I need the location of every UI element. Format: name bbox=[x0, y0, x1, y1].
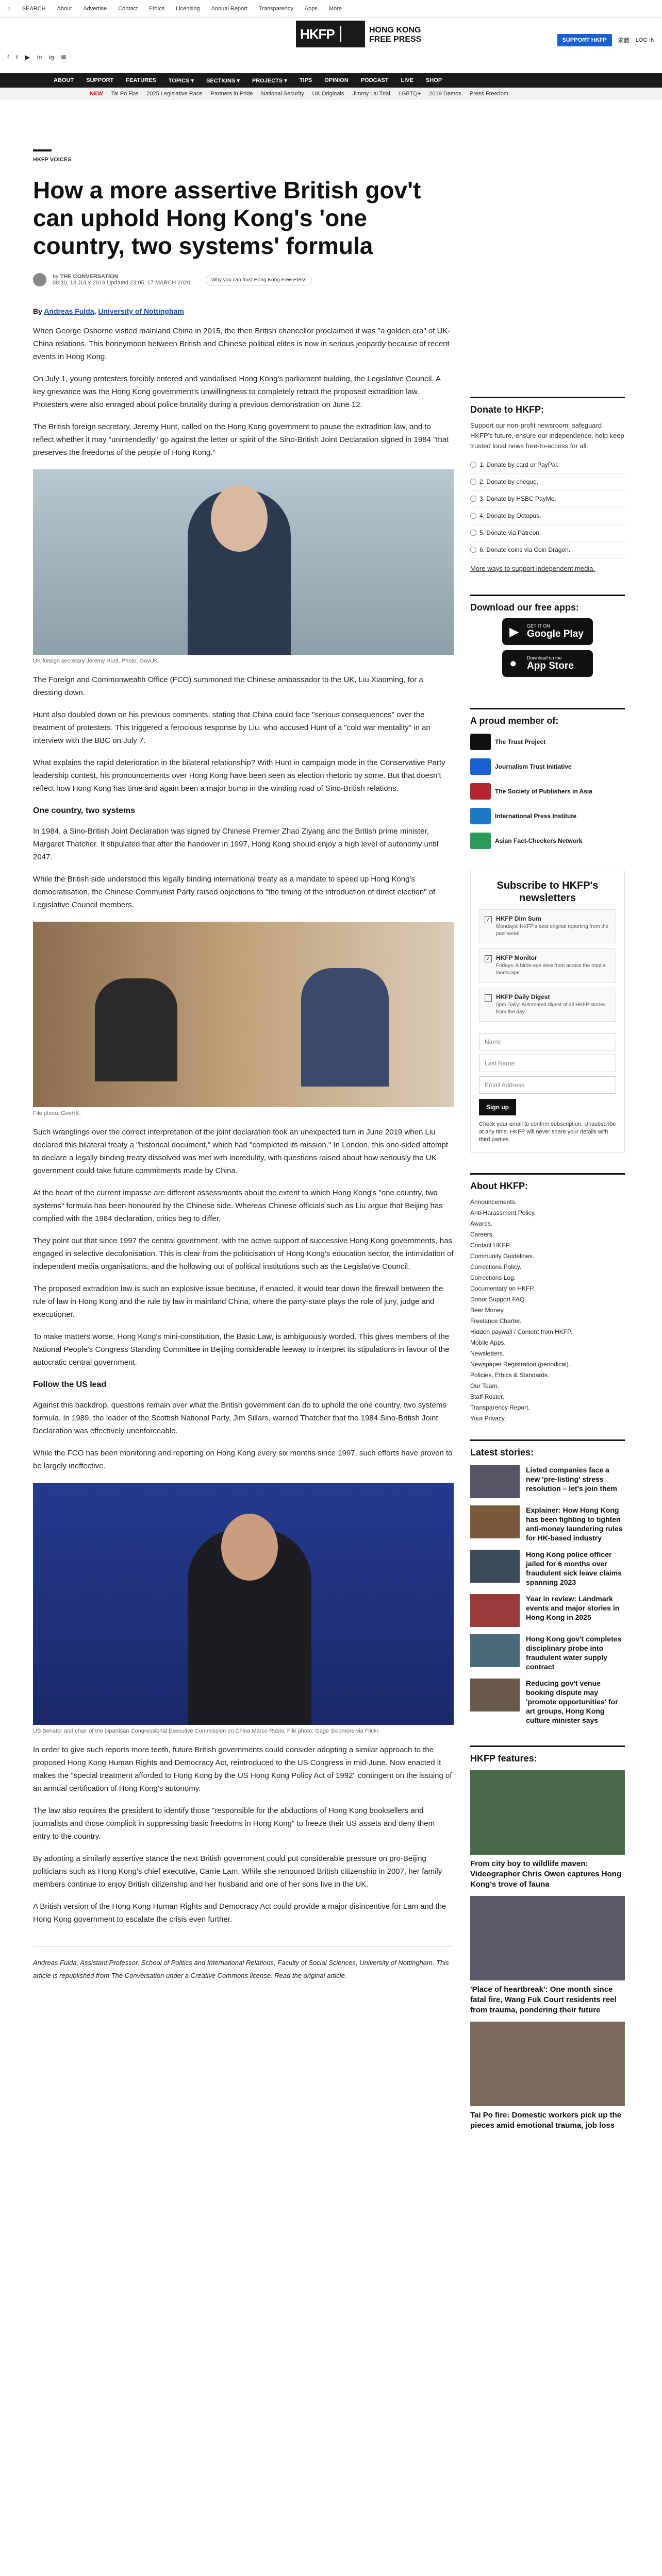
utility-link[interactable]: More bbox=[328, 5, 342, 12]
about-link[interactable]: Contact HKFP. bbox=[470, 1242, 511, 1249]
donate-heading: Donate to HKFP: bbox=[470, 397, 625, 415]
photo-caption: File photo: GovHK. bbox=[33, 1110, 81, 1116]
newsletter-note: Check your email to confirm subscription. Unsubscribe at any time. HKFP will never share your details with third parties. bbox=[479, 1121, 616, 1143]
sidebar bbox=[470, 397, 625, 2131]
paragraph: On July 1, young protesters forcibly entered and vandalised Hong Kong's parliament building, the Legislative Council. A key grievance was the Hong Kong government's unwillingness to completely retract the proposed extradition law. Protesters were also enraged about police brutality during a previous demonstration on June 12. bbox=[33, 375, 441, 409]
member-name: The Society of Publishers in Asia bbox=[495, 788, 592, 795]
nav-item[interactable]: ABOUT bbox=[54, 77, 74, 83]
article-meta bbox=[33, 273, 454, 286]
nav-item[interactable]: PROJECTS ▾ bbox=[252, 77, 287, 84]
paragraph: While the FCO has been monitoring and reporting on Hong Kong every six months since 1997, such efforts have proven to be largely ineffective. bbox=[33, 1449, 453, 1470]
paragraph: They point out that since 1997 the central government, with the active support of successive Hong Kong governments, has engaged in selective decolonisation. This is clear from the politicisation of Hong Kong's education sector, the intimidation of independent media organisations, and the hollowing out of political institutions such as the Legislative Council. bbox=[33, 1236, 454, 1271]
badge-small: Download on the bbox=[527, 655, 562, 660]
about-link[interactable]: Staff Roster. bbox=[470, 1393, 504, 1400]
signup-button[interactable]: Sign up bbox=[479, 1099, 516, 1115]
about-link[interactable]: Documentary on HKFP. bbox=[470, 1285, 535, 1292]
donate-option[interactable] bbox=[470, 524, 625, 541]
nav-item[interactable]: TIPS bbox=[299, 77, 312, 83]
member-logo[interactable] bbox=[470, 782, 625, 801]
feature-story[interactable] bbox=[470, 1896, 625, 2015]
language-toggle[interactable]: 繁體 bbox=[618, 38, 630, 44]
story-title: Hong Kong police officer jailed for 6 months over fraudulent sick leave claims spanning 2023 bbox=[526, 1550, 622, 1586]
utility-link[interactable]: Licensing bbox=[176, 5, 200, 12]
feature-story[interactable] bbox=[470, 2022, 625, 2131]
utility-link[interactable]: Transparency bbox=[258, 5, 293, 12]
topic-tag[interactable]: Partners in Pride bbox=[210, 91, 253, 97]
feature-title: Tai Po fire: Domestic workers pick up the pieces amid emotional trauma, job loss bbox=[470, 2111, 622, 2130]
story-thumb bbox=[470, 1634, 520, 1667]
member-name: International Press Institute bbox=[495, 812, 577, 820]
member-logo[interactable] bbox=[470, 733, 625, 751]
latest-story[interactable] bbox=[470, 1634, 625, 1671]
paragraph: By adopting a similarly assertive stance the next British government could put considerable pressure on pro-Beijing politicians such as Hong Kong's chief executive, Carrie Lam. While she renounced British citizenship in 2007, her family members continue to enjoy British citizenship and her husband and one of her sons live in the UK. bbox=[33, 1854, 442, 1889]
photo-caption: UK foreign secretary Jeremy Hunt. Photo: GovUK. bbox=[33, 658, 160, 664]
photo-figure bbox=[95, 978, 177, 1081]
feature-story[interactable] bbox=[470, 1770, 625, 1890]
features-heading: HKFP features: bbox=[470, 1745, 625, 1764]
member-logo[interactable] bbox=[470, 757, 625, 776]
newsletter-title: HKFP Monitor bbox=[496, 954, 537, 961]
newsletter-option[interactable] bbox=[479, 988, 616, 1022]
paragraph: When George Osborne visited mainland China in 2015, the then British chancellor proclaimed it was "a golden era" of UK-China relations. This honeymoon between British and Chinese political elites is now in serious jeopardy because of recent events in Hong Kong. bbox=[33, 327, 451, 361]
about-link[interactable]: Anti-Harassment Policy. bbox=[470, 1209, 536, 1216]
photo-figure bbox=[301, 968, 389, 1087]
utility-link[interactable]: Ethics bbox=[149, 5, 165, 12]
publish-dates: 08:30, 14 JULY 2019 Updated 23:05, 17 MARCH 2020 bbox=[53, 280, 190, 286]
member-name: Journalism Trust Initiative bbox=[495, 763, 572, 770]
about-link[interactable]: Transparency Report. bbox=[470, 1404, 530, 1411]
newsletter-desc: Fridays: A birds-eye view from across the media landscape. bbox=[496, 963, 606, 976]
paragraph: Such wranglings over the correct interpretation of the joint declaration took an unexpected turn in June 2019 when Liu declared this bilateral treaty a "historical document," which had "completed its mission." In London, this one-sided attempt to declare a legally binding treaty dissolved was met with incredulity, with questions raised about how seriously the UK government could take future commitments made by China. bbox=[33, 1128, 449, 1175]
photo-face bbox=[211, 485, 268, 552]
paragraph: The proposed extradition law is such an explosive issue because, if enacted, it would tear down the firewall between the rule of law in Hong Kong and the rule by law in mainland China, where the party-state plays the role of jury, judge and executioner. bbox=[33, 1284, 443, 1319]
ipi-icon bbox=[470, 808, 491, 824]
logo-line: HONG KONG bbox=[369, 26, 421, 35]
paragraph: Hunt also doubled down on his previous comments, stating that China could face "serious consequences" over the treatment of protesters. This triggered a ferocious response by Liu, who accused Hunt of a "cold war mentality" in an interview with the BBC on July 7. bbox=[33, 710, 431, 745]
feature-image bbox=[470, 1896, 625, 1980]
utility-bar bbox=[0, 0, 662, 18]
badge-big: Google Play bbox=[527, 629, 584, 639]
radio-icon bbox=[470, 462, 476, 468]
facebook-icon[interactable]: f bbox=[7, 54, 9, 61]
checkbox-checked-icon[interactable]: ✓ bbox=[485, 916, 492, 923]
play-icon: ▶ bbox=[509, 625, 519, 639]
radio-icon bbox=[470, 479, 476, 485]
radio-icon bbox=[470, 496, 476, 502]
paragraph: In order to give such reports more teeth, future British governments could consider adopting a similar approach to the proposed Hong Kong Human Rights and Democracy Act, reintroduced to the US Congress in mid-June. Now enacted it makes the "special treatment afforded to Hong Kong by the US Hong Kong Policy Act of 1992" contingent on the issuing of an annual certification of Hong Kong's autonomy. bbox=[33, 1745, 452, 1793]
topic-tag[interactable]: UK Originals bbox=[312, 91, 344, 97]
about-link[interactable]: Awards. bbox=[470, 1220, 493, 1227]
donate-option-label: 5. Donate via Patreon. bbox=[479, 529, 541, 536]
donate-option[interactable] bbox=[470, 507, 625, 524]
topic-tag[interactable]: Jimmy Lai Trial bbox=[352, 91, 390, 97]
paragraph: In 1984, a Sino-British Joint Declaration was signed by Chinese Premier Zhao Ziyang and the British prime minister, Margaret Thatcher. It stipulated that after the handover in 1997, Hong Kong should enjoy a high level of autonomy until 2047. bbox=[33, 827, 439, 861]
members-heading: A proud member of: bbox=[470, 708, 625, 726]
topic-tag[interactable]: 2025 Legislative Race bbox=[146, 91, 203, 97]
name-field[interactable]: Name bbox=[479, 1033, 616, 1050]
about-link[interactable]: Hidden paywall / Content from HKFP. bbox=[470, 1328, 572, 1335]
newsletter-desc: Mondays: HKFP's best original reporting from the past week. bbox=[496, 924, 609, 937]
logo-wordmark bbox=[369, 26, 421, 44]
member-name: The Trust Project bbox=[495, 738, 546, 745]
latest-heading: Latest stories: bbox=[470, 1439, 625, 1458]
support-hkfp-button[interactable]: SUPPORT HKFP bbox=[557, 34, 612, 46]
new-badge: NEW bbox=[90, 91, 103, 97]
checkbox-checked-icon[interactable]: ✓ bbox=[485, 955, 492, 962]
utility-link[interactable]: Apps bbox=[304, 5, 318, 12]
photo-face bbox=[221, 1514, 278, 1581]
nav-item[interactable]: TOPICS ▾ bbox=[168, 77, 194, 84]
instagram-icon[interactable]: ig bbox=[49, 54, 54, 61]
newsletter-box bbox=[470, 871, 625, 1153]
about-link[interactable]: Announcements. bbox=[470, 1198, 517, 1206]
login-link[interactable]: LOG IN bbox=[635, 37, 655, 43]
utility-link[interactable]: Contact bbox=[118, 5, 138, 12]
email-field[interactable]: Email Address bbox=[479, 1076, 616, 1094]
paragraph: What explains the rapid deterioration in the bilateral relationship? With Hunt in campaign mode in the Conservative Party leadership contest, his pronouncements over Hong Kong have been seen as election rhetoric by some. But that doesn't reflect how Hong Kong has time and again been a major bump in the winding road of Sino-British relations. bbox=[33, 758, 445, 793]
fact-check-icon bbox=[470, 833, 491, 849]
article-photo bbox=[33, 922, 454, 1107]
utility-link[interactable]: Advertise bbox=[83, 5, 107, 12]
apple-icon: ● bbox=[509, 656, 517, 670]
about-link[interactable]: Corrections Log. bbox=[470, 1274, 516, 1281]
paragraph: At the heart of the current impasse are different assessments about the extent to which Hong Kong's "one country, two systems" formula has been honoured by the Chinese side. Whereas Chinese officials such as Liu argue that Beijing has complied with the 1984 declaration, critics beg to differ. bbox=[33, 1189, 443, 1223]
donate-options bbox=[470, 456, 625, 558]
about-link[interactable]: Policies, Ethics & Standards. bbox=[470, 1371, 550, 1379]
about-link[interactable]: Newsletters. bbox=[470, 1350, 505, 1357]
member-logo[interactable] bbox=[470, 807, 625, 825]
about-link[interactable]: Corrections Policy. bbox=[470, 1263, 522, 1270]
utility-link[interactable]: About bbox=[57, 5, 72, 12]
donate-option-label: 4. Donate by Octopus. bbox=[479, 512, 541, 519]
story-title: Hong Kong gov't completes disciplinary probe into fraudulent water supply contract bbox=[526, 1635, 622, 1671]
article bbox=[33, 149, 454, 1982]
topic-tag[interactable]: 2019 Demos bbox=[429, 91, 461, 97]
radio-icon bbox=[470, 513, 476, 519]
badge-small: GET IT ON bbox=[527, 623, 550, 629]
author-link[interactable]: Andreas Fulda bbox=[44, 307, 94, 315]
photo-caption: US Senator and chair of the bipartisan Congressional Executive Commission on China Marco Rubio. File photo: Gage Skidmore via Flickr. bbox=[33, 1728, 380, 1734]
trust-pill[interactable]: Why you can trust Hong Kong Free Press bbox=[206, 275, 312, 285]
about-link[interactable]: Our Team. bbox=[470, 1382, 499, 1389]
utility-link[interactable]: Annual Report bbox=[211, 5, 247, 12]
about-link[interactable]: Careers. bbox=[470, 1231, 494, 1238]
more-ways-link[interactable]: More ways to support independent media. bbox=[470, 565, 595, 572]
sopa-icon bbox=[470, 783, 491, 800]
latest-story[interactable] bbox=[470, 1550, 625, 1587]
by-label: by bbox=[53, 274, 59, 280]
member-logo[interactable] bbox=[470, 832, 625, 850]
jti-icon bbox=[470, 758, 491, 775]
donate-text: Support our non-profit newsroom: safeguard HKFP's future, ensure our independence, help keep trusted local news free-to-access for all. bbox=[470, 421, 624, 450]
badge-big: App Store bbox=[527, 660, 574, 671]
donate-option[interactable] bbox=[470, 541, 625, 558]
header-actions bbox=[557, 34, 655, 46]
article-kicker[interactable]: HKFP VOICES bbox=[33, 149, 52, 163]
paragraph: While the British side understood this legally binding international treaty as a mandate to speed up Hong Kong's democratisation, the Chinese Communist Party raised objections to "the timing of the introduction of direct election" of Legislative Council members. bbox=[33, 875, 436, 909]
republish-note: Andreas Fulda, Assistant Professor, School of Politics and International Relations, Faculty of Social Sciences, University of Nottingham. This article is republished from The Conversation under a Creative Commons license. Read the original article. bbox=[33, 1946, 454, 1982]
nav-item[interactable]: SHOP bbox=[425, 77, 442, 83]
latest-story[interactable] bbox=[470, 1679, 625, 1725]
newsletter-title: HKFP Dim Sum bbox=[496, 915, 541, 922]
search-icon[interactable]: ⌕ bbox=[7, 5, 11, 12]
topic-tag[interactable]: Press Freedom bbox=[469, 91, 508, 97]
paragraph: The law also requires the president to identify those "responsible for the abductions of Hong Kong booksellers and journalists and those complicit in suppressing basic freedoms in Hong Kong" to freeze their US assets and deny them entry to the country. bbox=[33, 1806, 435, 1841]
nav-item[interactable]: SECTIONS ▾ bbox=[206, 77, 240, 84]
story-title: Reducing gov't venue booking dispute may 'promote opportunities' for art groups, Hong Kong culture minister says bbox=[526, 1679, 618, 1724]
nav-item[interactable]: LIVE bbox=[401, 77, 413, 83]
byline-org[interactable]: THE CONVERSATION bbox=[60, 274, 119, 280]
logo-line: FREE PRESS bbox=[369, 35, 422, 44]
donate-option[interactable] bbox=[470, 456, 625, 473]
story-title: Listed companies face a new 'pre-listing' stress resolution – let's join them bbox=[526, 1466, 617, 1493]
paragraph: The Foreign and Commonwealth Office (FCO) summoned the Chinese ambassador to the UK, Liu Xiaoming, for a dressing down. bbox=[33, 675, 423, 697]
avatar bbox=[33, 273, 46, 286]
newsletter-option[interactable] bbox=[479, 948, 616, 982]
donate-option[interactable] bbox=[470, 473, 625, 490]
newsletter-desc: 5pm Daily: Automated digest of all HKFP stories from the day. bbox=[496, 1002, 606, 1015]
feature-title: From city boy to wildlife maven: Videographer Chris Owen captures Hong Kong's trove of fauna bbox=[470, 1859, 622, 1889]
nav-item[interactable]: SUPPORT bbox=[86, 77, 114, 83]
about-link[interactable]: Mobile Apps. bbox=[470, 1339, 506, 1346]
latest-story[interactable] bbox=[470, 1505, 625, 1543]
author-line: By Andreas Fulda, University of Nottingham bbox=[33, 307, 184, 315]
newsletter-title: HKFP Daily Digest bbox=[496, 993, 550, 1001]
latest-story[interactable] bbox=[470, 1465, 625, 1498]
main-nav bbox=[0, 73, 662, 88]
app-store-badge[interactable] bbox=[502, 650, 593, 677]
author-org-link[interactable]: University of Nottingham bbox=[98, 307, 184, 315]
about-link[interactable]: Freelance Charter. bbox=[470, 1317, 522, 1325]
article-title: How a more assertive British gov't can uphold Hong Kong's 'one country, two systems' formula bbox=[33, 177, 421, 259]
donate-option-label: 6. Donate coins via Coin Dragon. bbox=[479, 546, 571, 553]
google-play-badge[interactable] bbox=[502, 618, 593, 645]
nav-item[interactable]: OPINION bbox=[324, 77, 349, 83]
topic-tag[interactable]: Tai Po Fire bbox=[111, 91, 139, 97]
nav-item[interactable]: FEATURES bbox=[126, 77, 156, 83]
article-photo bbox=[33, 469, 454, 655]
paragraph: The British foreign secretary, Jeremy Hunt, called on the Hong Kong government to pause the extradition law, and to reflect whether it may "unintendedly" go against the letter or spirit of the Sino-British Joint Declaration signed in 1984 "that preserves the freedoms of the people of Hong Kong." bbox=[33, 422, 449, 457]
author-by-label: By bbox=[33, 307, 42, 315]
story-thumb bbox=[470, 1465, 520, 1498]
donate-option-label: 1. Donate by card or PayPal. bbox=[479, 461, 559, 468]
topic-tag[interactable]: LGBTQ+ bbox=[398, 91, 421, 97]
linkedin-icon[interactable]: in bbox=[37, 54, 42, 61]
newsletter-option[interactable] bbox=[479, 909, 616, 943]
apps-heading: Download our free apps: bbox=[470, 595, 625, 613]
feature-image bbox=[470, 1770, 625, 1855]
x-icon[interactable]: t bbox=[16, 54, 18, 61]
mail-icon[interactable]: ✉ bbox=[61, 54, 67, 61]
newsletter-heading: Subscribe to HKFP's newsletters bbox=[496, 880, 599, 904]
story-title: Year in review: Landmark events and major stories in Hong Kong in 2025 bbox=[526, 1595, 620, 1621]
story-thumb bbox=[470, 1550, 520, 1583]
checkbox-icon[interactable] bbox=[485, 994, 492, 1002]
last-name-field[interactable]: Last Name bbox=[479, 1055, 616, 1072]
paragraph: A British version of the Hong Kong Human Rights and Democracy Act could provide a major disincentive for Lam and the Hong Kong government to escalate the crisis even further. bbox=[33, 1902, 446, 1924]
section-heading: One country, two systems bbox=[33, 806, 135, 815]
donate-option[interactable] bbox=[470, 490, 625, 507]
search-link[interactable]: SEARCH bbox=[22, 5, 46, 12]
about-link[interactable]: Donor Support FAQ. bbox=[470, 1296, 526, 1303]
nav-item[interactable]: PODCAST bbox=[360, 77, 389, 83]
youtube-icon[interactable]: ▶ bbox=[25, 54, 30, 61]
logo-mark: HKFP bbox=[296, 26, 341, 42]
donate-option-label: 2. Donate by cheque. bbox=[479, 478, 539, 485]
radio-icon bbox=[470, 547, 476, 553]
section-heading: Follow the US lead bbox=[33, 1380, 107, 1389]
about-link[interactable]: Community Guidelines. bbox=[470, 1252, 535, 1260]
radio-icon bbox=[470, 530, 476, 536]
story-title: Explainer: How Hong Kong has been fighting to tighten anti-money laundering rules for HK-based industry bbox=[526, 1506, 623, 1542]
feature-image bbox=[470, 2022, 625, 2106]
article-photo bbox=[33, 1483, 454, 1725]
story-thumb bbox=[470, 1679, 520, 1711]
trust-project-icon bbox=[470, 734, 491, 750]
member-name: Asian Fact-Checkers Network bbox=[495, 837, 583, 844]
site-logo[interactable] bbox=[296, 21, 365, 47]
social-links bbox=[7, 54, 67, 61]
donate-option-label: 3. Donate by HSBC PayMe. bbox=[479, 495, 556, 502]
story-thumb bbox=[470, 1594, 520, 1627]
latest-story[interactable] bbox=[470, 1594, 625, 1627]
about-list bbox=[470, 1197, 625, 1424]
about-heading: About HKFP: bbox=[470, 1173, 625, 1192]
paragraph: To make matters worse, Hong Kong's mini-constitution, the Basic Law, is ambiguously worded. This gives members of the National People's Congress Standing Committee in Beijing considerable leeway to interpret its stipulations in favour of the autocratic central government. bbox=[33, 1332, 450, 1367]
feature-title: 'Place of heartbreak': One month since fatal fire, Wang Fuk Court residents reel from trauma, pondering their future bbox=[470, 1985, 617, 2014]
paragraph: Against this backdrop, questions remain over what the British government can do to uphold the one country, two systems formula. In 1989, the leader of the Scottish National Party, Jim Sillars, warned Thatcher that the 1984 Sino-British Joint Declaration was effectively unenforceable. bbox=[33, 1401, 446, 1435]
story-thumb bbox=[470, 1505, 520, 1538]
about-link[interactable]: Your Privacy. bbox=[470, 1415, 506, 1422]
about-link[interactable]: Newspaper Registration (periodical). bbox=[470, 1361, 571, 1368]
about-link[interactable]: Beer Money. bbox=[470, 1307, 505, 1314]
topic-tag[interactable]: National Security bbox=[261, 91, 304, 97]
topic-tag-bar bbox=[0, 88, 662, 100]
